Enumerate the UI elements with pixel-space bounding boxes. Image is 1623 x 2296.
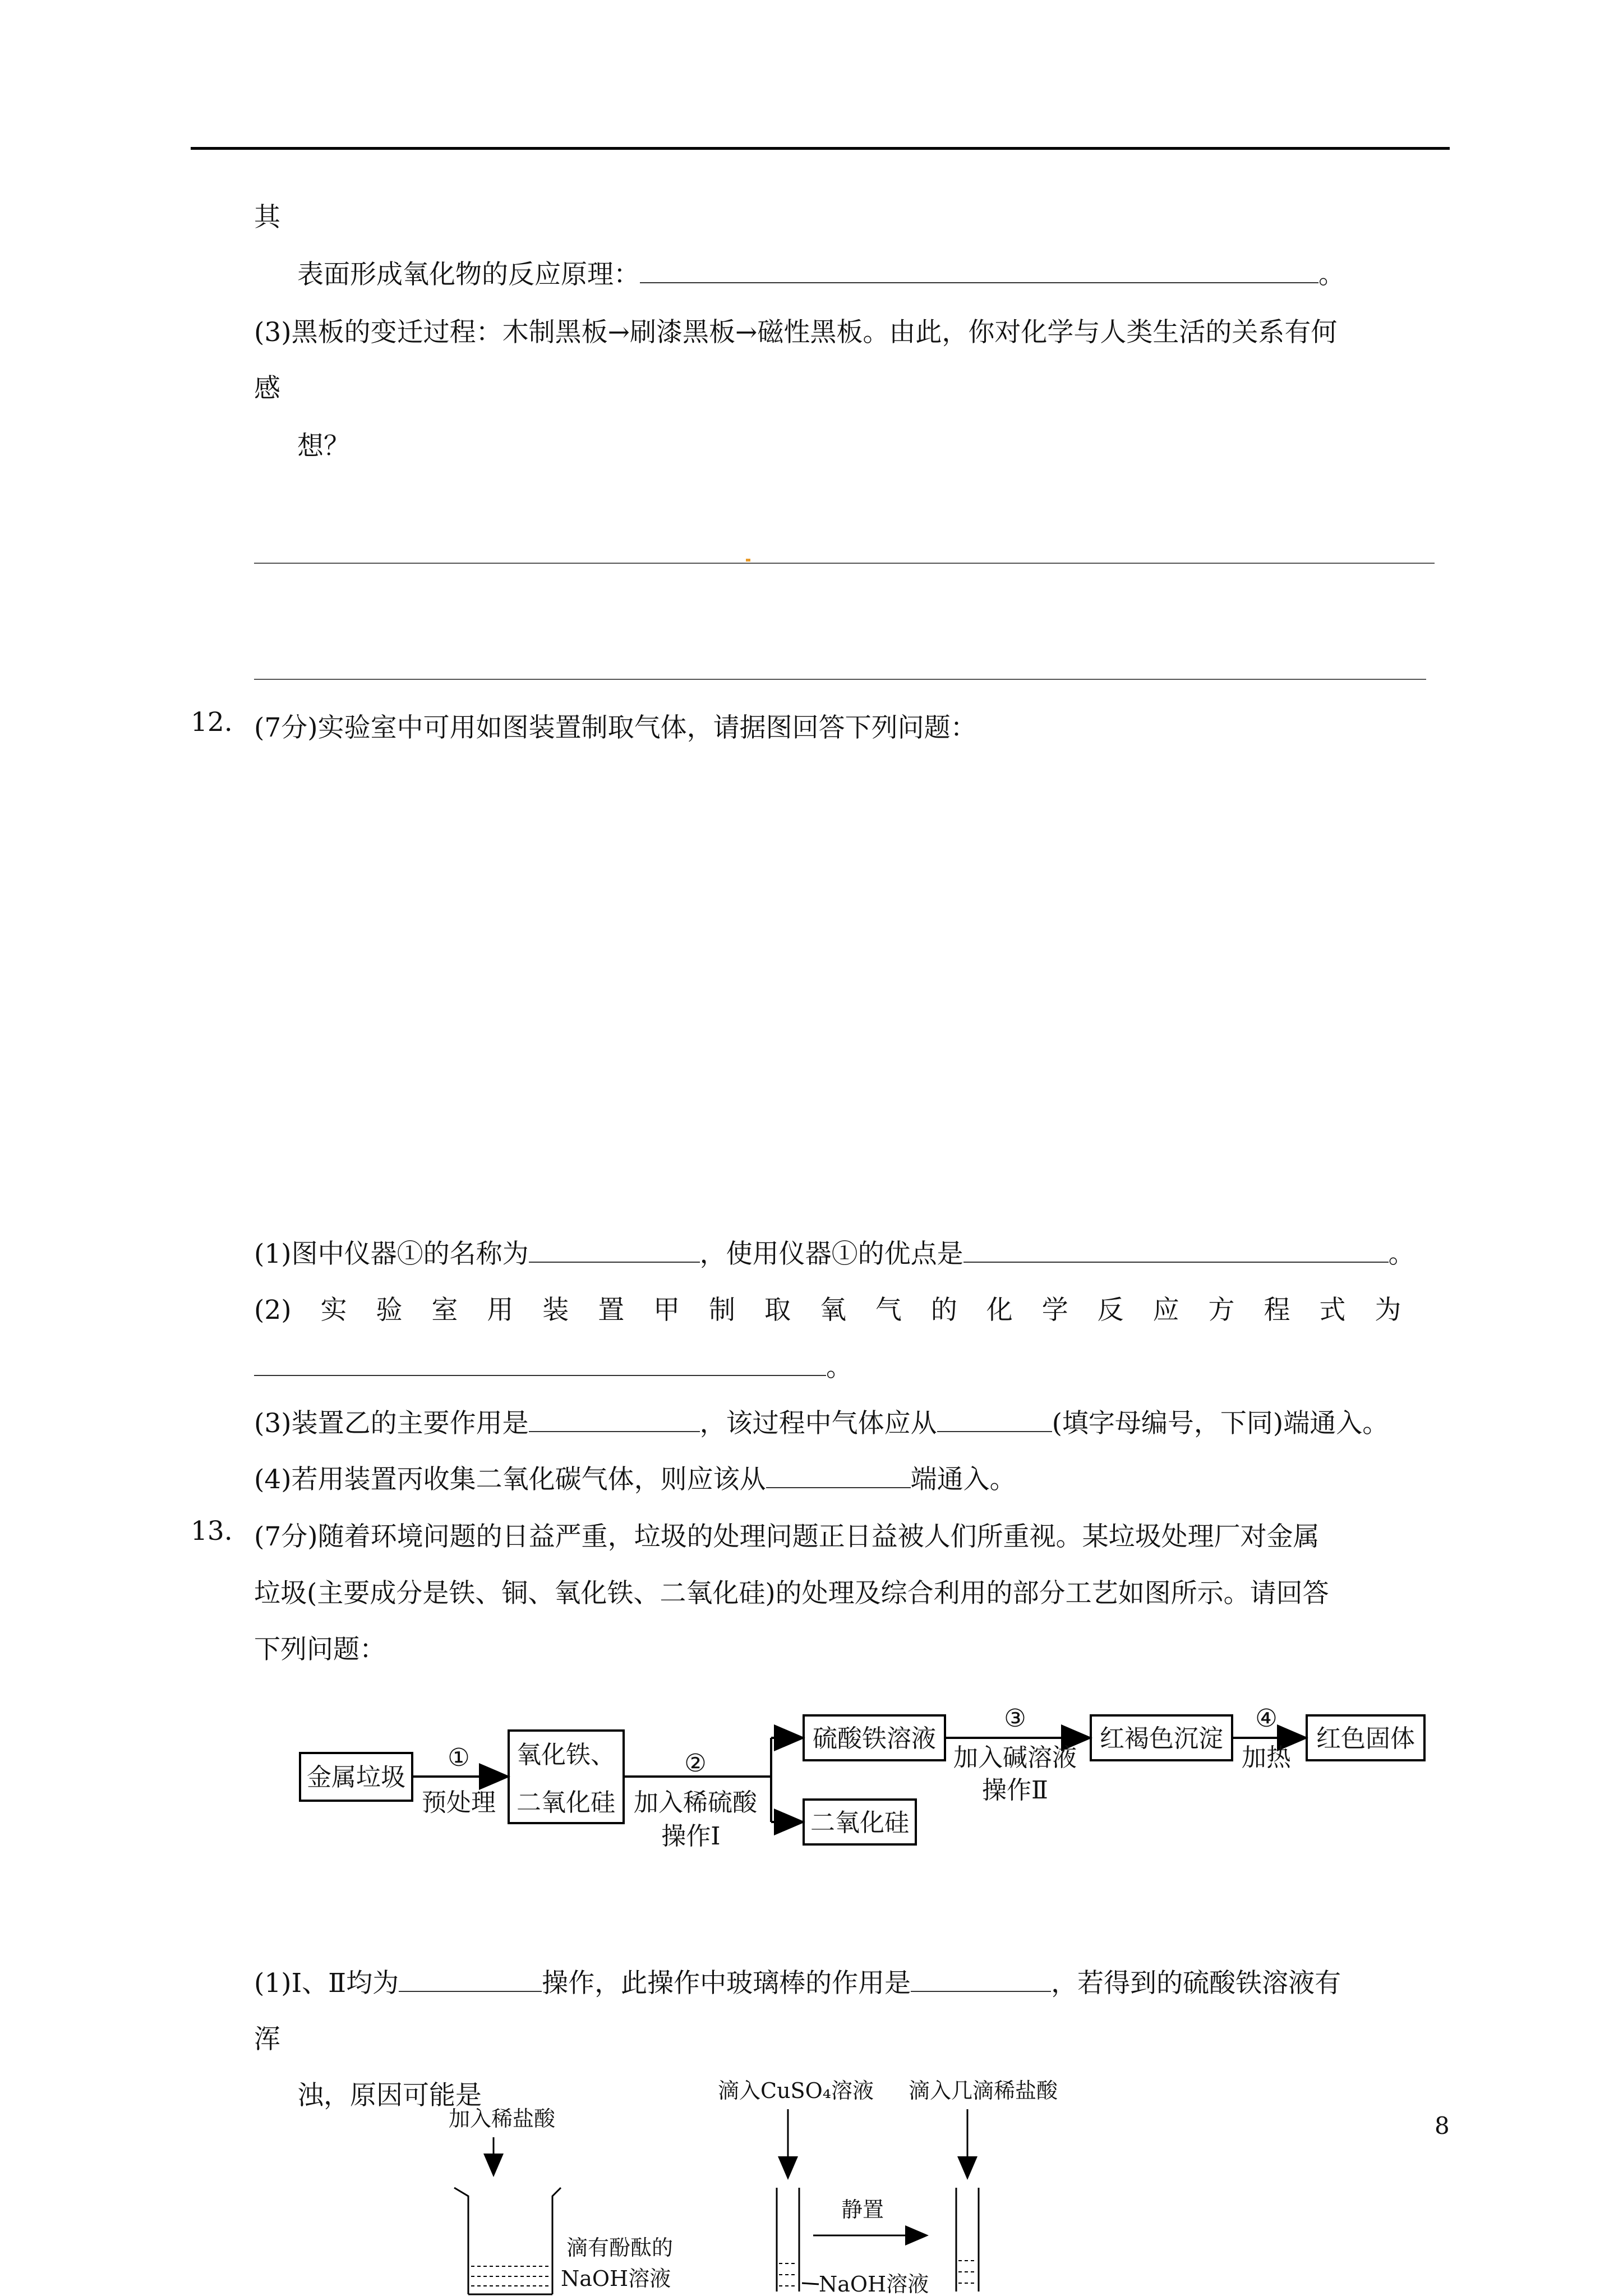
box-label: 红褐色沉淀: [1100, 1724, 1223, 1753]
box-label: 红色固体: [1316, 1724, 1415, 1753]
sub-question: 。: [254, 1346, 852, 1384]
lab-label: 滴入CuSO₄溶液: [718, 2078, 874, 2103]
text-line: 浑: [254, 2024, 280, 2055]
text-line: 感: [254, 373, 280, 404]
box-label: 二氧化硅: [810, 1809, 909, 1837]
sub-question: (1)图中仪器①的名称为 ，使用仪器①的优点是 。: [254, 1233, 1415, 1271]
step-label: 操作Ⅱ: [982, 1776, 1048, 1805]
question-number: 13.: [191, 1516, 233, 1547]
sub-question: (1)Ⅰ、Ⅱ均为 操作，此操作中玻璃棒的作用是 ，若得到的硫酸铁溶液有: [254, 1962, 1341, 2000]
page-number: 8: [1435, 2112, 1450, 2139]
question-stem: 垃圾(主要成分是铁、铜、氧化铁、二氧化硅)的处理及综合利用的部分工艺如图所示。请回答: [254, 1578, 1329, 1609]
step-number: ①: [448, 1743, 470, 1772]
step-label: 预处理: [422, 1788, 496, 1817]
text-line: 浊，原因可能是: [297, 2080, 482, 2111]
question-stem: (7分)随着环境问题的日益严重，垃圾的处理问题正日益被人们所重视。某垃圾处理厂对金属: [254, 1521, 1320, 1552]
text-line: 其: [254, 202, 280, 233]
sub-question: (2) 实 验 室 用 装 置 甲 制 取 氧 气 的 化 学 反 应 方 程 式 为: [254, 1295, 1401, 1326]
step-number: ④: [1255, 1704, 1278, 1733]
box-label: 二氧化硅: [517, 1788, 615, 1817]
sub-question: (3)装置乙的主要作用是 ，该过程中气体应从 (填字母编号，下同)端通入。: [254, 1402, 1389, 1440]
lab-label: 静置: [841, 2197, 884, 2222]
box-label: 氧化铁、: [517, 1741, 615, 1769]
beaker: [454, 2188, 561, 2294]
lab-apparatus-figure: [0, 2076, 1623, 2296]
text-line: 想？: [297, 431, 350, 462]
answer-blank[interactable]: [911, 1966, 1051, 1992]
box-label: 硫酸铁溶液: [813, 1724, 936, 1753]
lab-label: 滴有酚酞的: [566, 2235, 674, 2260]
lab-label: 滴入几滴稀盐酸: [909, 2078, 1058, 2103]
lab-label: 加入稀盐酸: [449, 2106, 556, 2131]
step-label: 加入稀硫酸: [634, 1788, 757, 1817]
box-label: 金属垃圾: [307, 1763, 405, 1792]
sub-question: (4)若用装置丙收集二氧化碳气体，则应该从 端通入。: [254, 1458, 1016, 1496]
test-tube-2: [956, 2188, 979, 2292]
lab-label: NaOH溶液: [561, 2266, 671, 2291]
question-number: 12.: [191, 707, 233, 738]
step-label: 加热: [1242, 1743, 1291, 1772]
question-stem: 下列问题：: [254, 1634, 386, 1665]
lab-label: NaOH溶液: [819, 2272, 929, 2296]
step-number: ③: [1004, 1704, 1026, 1733]
step-label: 操作Ⅰ: [661, 1822, 721, 1851]
test-tube-1: [777, 2188, 799, 2292]
step-number: ②: [684, 1749, 707, 1778]
text-line: (3)黑板的变迁过程：木制黑板→刷漆黑板→磁性黑板。由此，你对化学与人类生活的关系有何: [254, 317, 1338, 348]
question-stem: (7分)实验室中可用如图装置制取气体，请据图回答下列问题：: [254, 712, 977, 743]
step-label: 加入碱溶液: [953, 1743, 1077, 1772]
answer-blank[interactable]: [399, 1966, 542, 1992]
text-line: 表面形成氧化物的反应原理： 。: [297, 254, 1345, 291]
